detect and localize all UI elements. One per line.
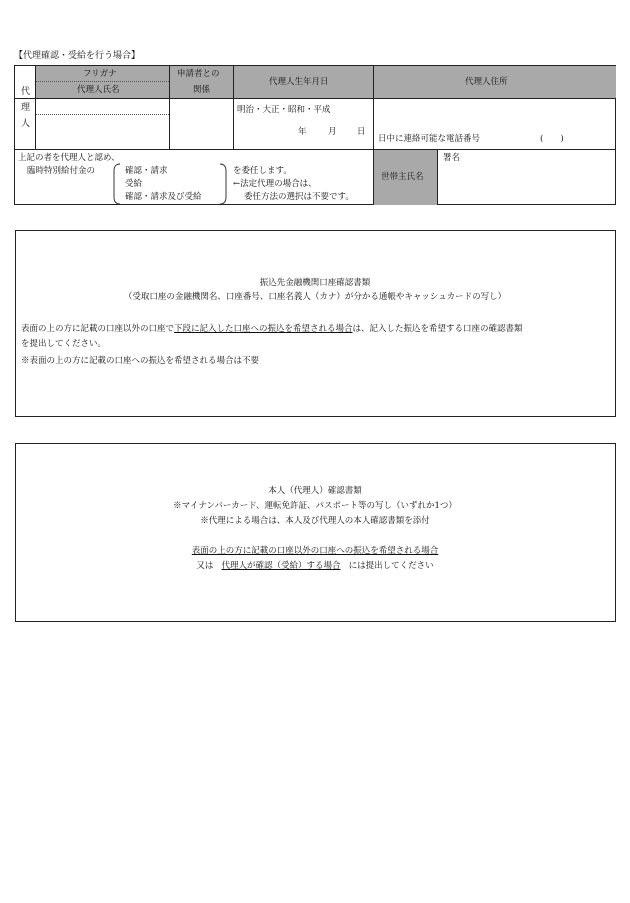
id-box-line4-prefix: 又は <box>196 561 214 571</box>
option-both[interactable]: 確認・請求及び受給 <box>125 192 202 202</box>
bank-document-box <box>15 230 616 417</box>
id-box-title: 本人（代理人）確認書類 <box>268 486 362 496</box>
day-label: 日 <box>357 127 366 137</box>
bank-box-para-pre: 表面の上の方に記載の口座以外の口座で <box>21 324 175 334</box>
bank-box-subtitle: （受取口座の金融機関名、口座番号、口座名義人（カナ）が分かる通帳やキャッシュカードの写し） <box>123 292 507 302</box>
section-heading: 【代理確認・受給を行う場合】 <box>14 51 141 61</box>
side-label-dai: 代 <box>21 87 31 97</box>
householder-label: 世帯主氏名 <box>381 172 424 182</box>
option-confirm-request[interactable]: 確認・請求 <box>125 166 168 176</box>
id-box-line3: 表面の上の方に記載の口座以外の口座への振込を希望される場合 <box>191 546 439 556</box>
entrust-text: を委任します。 <box>233 166 292 176</box>
relation-field[interactable] <box>170 99 233 149</box>
id-box-line4-suffix: には提出してください <box>348 561 434 571</box>
agent-name-label: 代理人氏名 <box>77 85 120 95</box>
delegation-line-2: 臨時特別給付金の <box>27 166 96 176</box>
right-bracket <box>219 163 227 205</box>
bank-box-para-line2: を提出してください。 <box>21 339 107 349</box>
signature-label: 署名 <box>443 153 461 163</box>
signature-field[interactable] <box>438 164 616 205</box>
delegation-line-1: 上記の者を代理人と認め、 <box>18 153 120 163</box>
id-document-box <box>15 443 616 622</box>
daytime-phone-label: 日中に連絡可能な電話番号 <box>378 134 481 144</box>
address-field[interactable] <box>374 99 616 139</box>
bank-box-para-underlined: 下段に記入した口座への振込を希望される場合 <box>174 324 353 334</box>
relation-label-2: 関係 <box>193 85 211 95</box>
bank-box-paragraph <box>21 325 523 334</box>
phone-field[interactable]: ( ) <box>540 134 564 144</box>
legal-agent-note-2: 委任方法の選択は不要です。 <box>244 192 354 202</box>
id-box-line1: ※マイナンバーカード、運転免許証、パスポート等の写し（いずれか1つ） <box>173 501 457 511</box>
agent-name-field[interactable] <box>36 115 169 149</box>
year-label: 年 <box>298 127 307 137</box>
option-receive[interactable]: 受給 <box>125 179 143 189</box>
birthdate-label: 代理人生年月日 <box>269 77 329 87</box>
side-label-ri: 理 <box>21 103 31 113</box>
side-label-nin: 人 <box>21 119 31 129</box>
month-label: 月 <box>328 127 337 137</box>
furigana-field[interactable] <box>36 99 169 114</box>
relation-label-1: 申請者との <box>177 69 220 79</box>
bank-box-title: 振込先金融機関口座確認書類 <box>259 278 371 288</box>
bank-box-para-post: は、記入した振込を希望する口座の確認書類 <box>352 324 523 334</box>
left-bracket <box>113 163 121 205</box>
legal-agent-note-1: ←法定代理の場合は、 <box>233 179 317 189</box>
era-options[interactable]: 明治・大正・昭和・平成 <box>237 105 331 115</box>
id-box-line4 <box>16 562 614 571</box>
bank-box-note: ※表面の上の方に記載の口座への振込を希望される場合は不要 <box>21 356 260 366</box>
furigana-label: フリガナ <box>83 69 117 79</box>
address-label: 代理人住所 <box>465 77 508 87</box>
agent-table <box>14 65 616 205</box>
id-box-line2: ※代理による場合は、本人及び代理人の本人確認書類を添付 <box>200 516 430 526</box>
id-box-line4-underlined: 代理人が確認（受給）する場合 <box>221 561 341 571</box>
